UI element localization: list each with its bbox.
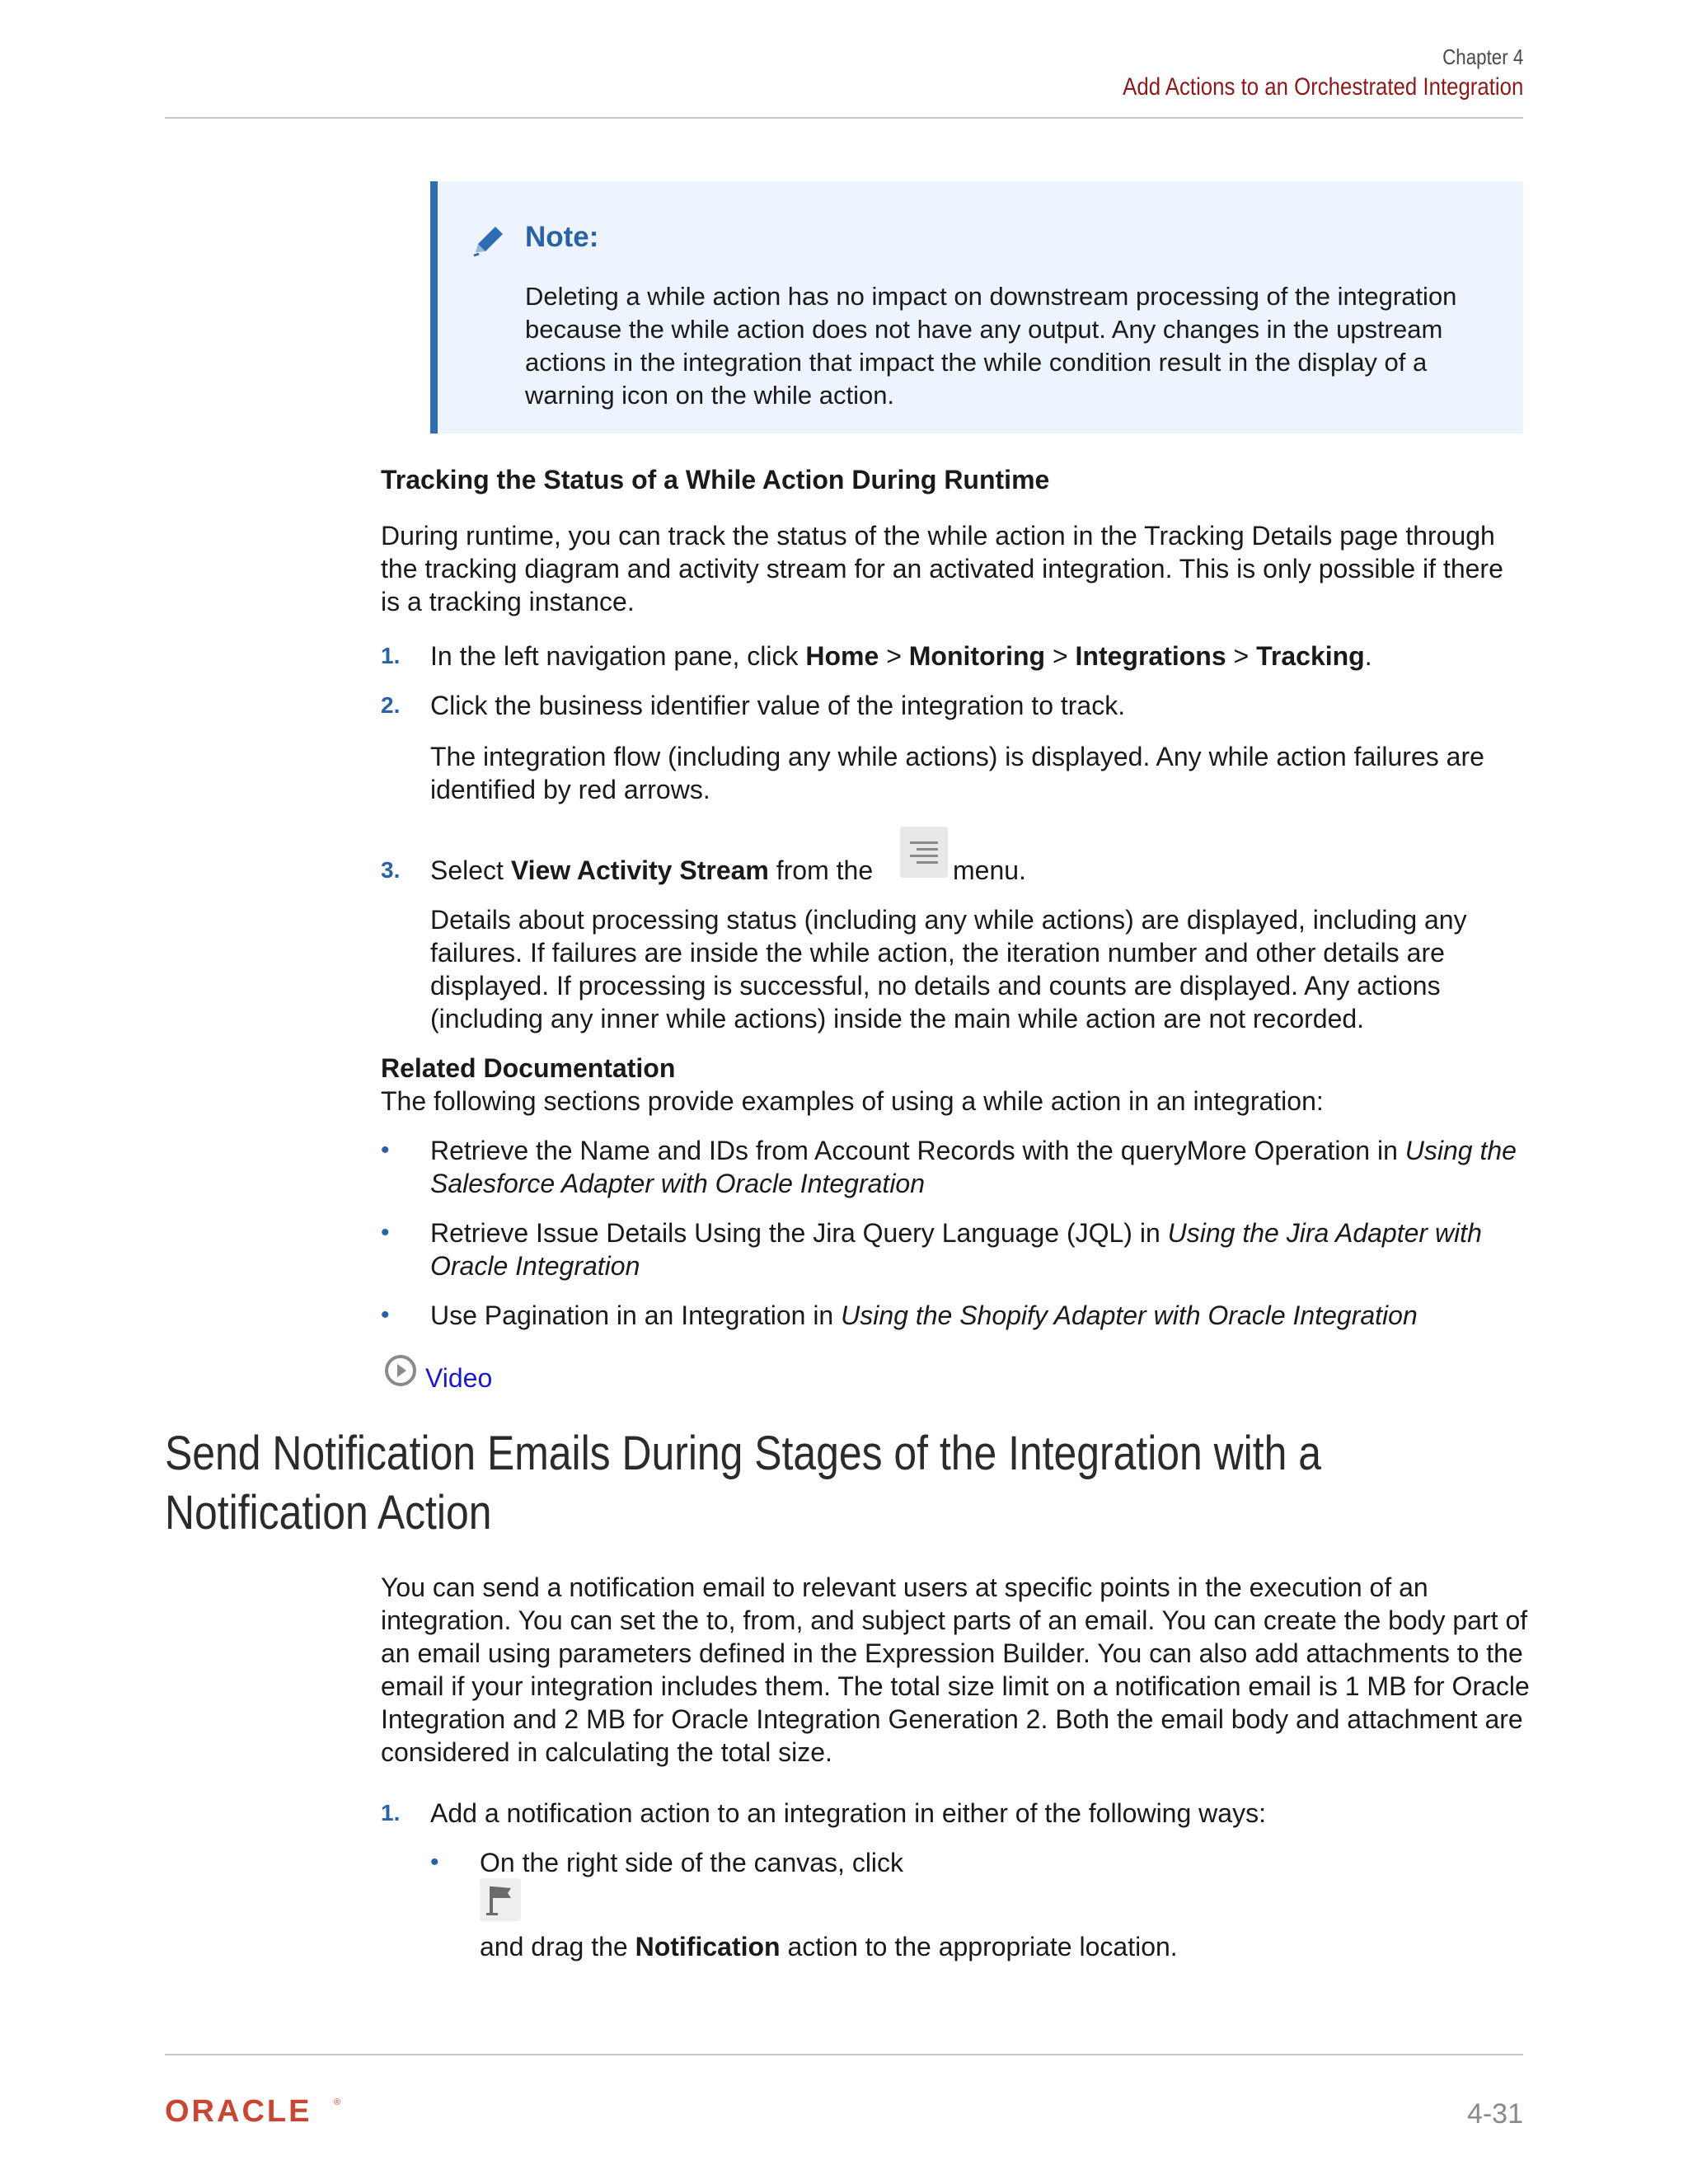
step-3-text-end: menu.	[953, 855, 1026, 885]
bullet: •	[381, 1301, 390, 1329]
related-intro: The following sections provide examples of using a while action in an integration:	[381, 1086, 1324, 1116]
flag-icon[interactable]	[480, 1878, 521, 1921]
book-link[interactable]: Using the Jira Adapter with Oracle Integration	[430, 1218, 1482, 1281]
running-header	[1057, 43, 1523, 104]
notification-intro: You can send a notification email to relevant users at specific points in the execution of an integration. You can set the to, from, and subject parts of an email. You can create the body part of an email using parameters defined in the Expression Builder. You can also add attachments to the email if your integration includes them. The total size limit on a notification email is 1 MB for Oracle Integration and 2 MB for Oracle Integration Generation 2. Both the email body and attachment are considered in calculating the total size.	[381, 1572, 1530, 1767]
play-circle-icon[interactable]	[384, 1354, 417, 1387]
chapter-label: Chapter 4	[1442, 45, 1523, 69]
section-title: Add Actions to an Orchestrated Integration	[1122, 73, 1523, 101]
svg-text:ORACLE: ORACLE	[165, 2094, 312, 2126]
header-divider	[165, 117, 1523, 119]
step-1-text: In the left navigation pane, click Home > Monitoring > Integrations > Tracking.	[430, 641, 1372, 671]
step-number: 1.	[381, 1800, 401, 1825]
step-2-detail: The integration flow (including any while actions) is displayed. Any while action failures are identified by red arrows.	[430, 742, 1484, 804]
note-callout	[430, 181, 1523, 434]
section-heading	[165, 1424, 1334, 1543]
book-link[interactable]: Using the Shopify Adapter with Oracle Integration	[841, 1301, 1418, 1330]
step-number: 2.	[381, 692, 401, 718]
book-link[interactable]: Using the Salesforce Adapter with Oracle Integration	[430, 1136, 1517, 1198]
related-item-salesforce: Retrieve the Name and IDs from Account Records with the queryMore Operation in Using the Salesforce Adapter with Oracle Integration	[430, 1136, 1517, 1198]
tracking-intro: During runtime, you can track the status of the while action in the Tracking Details page through the tracking diagram and activity stream for an activated integration. This is only possible if there is a tracking instance.	[381, 521, 1503, 616]
related-item-jira: Retrieve Issue Details Using the Jira Query Language (JQL) in Using the Jira Adapter with Oracle Integration	[430, 1218, 1482, 1281]
step-2-text: Click the business identifier value of the integration to track.	[430, 691, 1126, 720]
related-heading: Related Documentation	[381, 1053, 676, 1083]
notification-sub-text: On the right side of the canvas, click	[480, 1848, 904, 1877]
bullet: •	[381, 1219, 390, 1246]
bullet: •	[430, 1849, 439, 1876]
step-number: 3.	[381, 857, 401, 883]
related-item-shopify: Use Pagination in an Integration in Using the Shopify Adapter with Oracle Integration	[430, 1301, 1418, 1330]
page-number: 4-31	[1466, 2098, 1523, 2130]
note-body: Deleting a while action has no impact on downstream processing of the integration because the while action does not have any output. Any changes in the upstream actions in the integration that impact the while condition result in the display of a warning icon on the while action.	[525, 282, 1457, 410]
svg-text:®: ®	[334, 2097, 341, 2107]
hamburger-menu-icon[interactable]	[900, 827, 948, 878]
step-3-text: Select View Activity Stream from the	[430, 855, 874, 885]
notification-sub-after: and drag the Notification action to the appropriate location.	[480, 1932, 1178, 1961]
flag-glyph	[480, 1878, 521, 1921]
section-heading-line: Notification Action	[165, 1486, 492, 1540]
oracle-logo	[165, 2093, 346, 2126]
section-heading-line: Send Notification Emails During Stages of the Integration with a	[165, 1427, 1321, 1480]
notification-step-1-text: Add a notification action to an integration in either of the following ways:	[430, 1798, 1266, 1828]
step-3-detail: Details about processing status (including any while actions) are displayed, including any failures. If failures are inside the while action, the iteration number and other details are displayed. If processing is successful, no details and counts are displayed. Any actions (including any inner while actions) inside the main while action are not recorded.	[430, 905, 1467, 1033]
note-title: Note:	[525, 221, 599, 253]
bullet: •	[381, 1137, 390, 1164]
step-number: 1.	[381, 643, 401, 668]
tracking-heading: Tracking the Status of a While Action During Runtime	[381, 465, 1050, 494]
footer-divider	[165, 2054, 1523, 2055]
video-link[interactable]: Video	[425, 1363, 493, 1393]
pencil-icon	[471, 223, 507, 259]
